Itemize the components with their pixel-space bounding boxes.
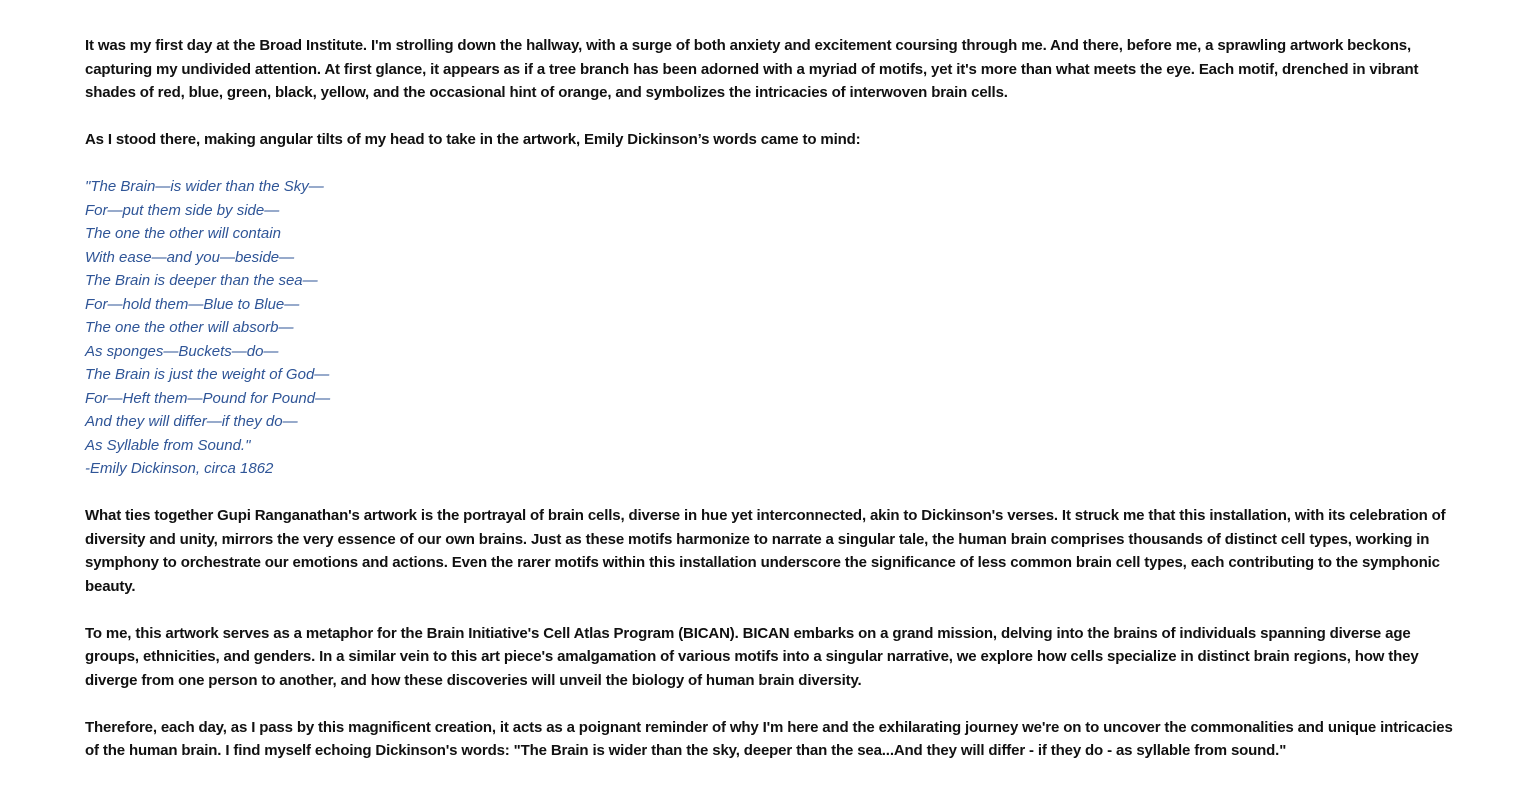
poem-line: "The Brain—is wider than the Sky— <box>85 178 324 195</box>
poem-line: For—put them side by side— <box>85 201 280 219</box>
poem-line: The one the other will absorb— <box>85 319 294 336</box>
paragraph-conclusion: Therefore, each day, as I pass by this magnificent creation, it acts as a poignant reminder of why I'm here and the exhilarating journey we're on to uncover the commonalities and unique intricacies of the human brain. I find myself echoing Dickinson's words: "The Brain is wider than the sky, deeper than the sea...And they will differ - if they do - as syllable from sound." <box>85 718 1453 759</box>
poem-line: The one the other will contain <box>85 225 281 242</box>
poem-line: For—hold them—Blue to Blue— <box>85 295 300 313</box>
poem-line: As sponges—Buckets—do— <box>85 342 279 360</box>
poem-line: The Brain is deeper than the sea— <box>85 272 318 289</box>
poem-line: As Syllable from Sound." <box>85 436 251 454</box>
paragraph-dickinson-lead: As I stood there, making angular tilts of my head to take in the artwork, Emily Dickinson’s words came to mind: <box>85 131 861 148</box>
paragraph-bican: To me, this artwork serves as a metaphor for the Brain Initiative's Cell Atlas Program (BICAN). BICAN embarks on a grand mission, delving into the brains of individuals spanning diverse age groups, ethnicities, and genders. In a similar vein to this art piece's amalgamation of various motifs into a singular narrative, we explore how cells specialize in distinct brain regions, how they diverge from one person to another, and how these discoveries will unveil the biology of human brain diversity. <box>85 624 1419 689</box>
poem-line: The Brain is just the weight of God— <box>85 366 330 383</box>
poem-block <box>85 175 1455 481</box>
paragraph-intro: It was my first day at the Broad Institute. I'm strolling down the hallway, with a surge of both anxiety and excitement coursing through me. And there, before me, a sprawling artwork beckons, capturing my undivided attention. At first glance, it appears as if a tree branch has been adorned with a myriad of motifs, yet it's more than what meets the eye. Each motif, drenched in vibrant shades of red, blue, green, black, yellow, and the occasional hint of orange, and symbolizes the intricacies of interwoven brain cells. <box>85 37 1419 101</box>
poem-line: With ease—and you—beside— <box>85 248 295 266</box>
poem-line: And they will differ—if they do— <box>85 413 298 430</box>
poem-attribution: -Emily Dickinson, circa 1862 <box>85 460 274 477</box>
poem-line: For—Heft them—Pound for Pound— <box>85 389 331 407</box>
paragraph-artwork-portrayal: What ties together Gupi Ranganathan's artwork is the portrayal of brain cells, diverse in hue yet interconnected, akin to Dickinson's verses. It struck me that this installation, with its celebration of diversity and unity, mirrors the very essence of our own brains. Just as these motifs harmonize to narrate a singular tale, the human brain comprises thousands of distinct cell types, working in symphony to orchestrate our emotions and actions. Even the rarer motifs within this installation underscore the significance of less common brain cell types, each contributing to the symphonic beauty. <box>85 507 1446 595</box>
document-body <box>85 34 1455 763</box>
